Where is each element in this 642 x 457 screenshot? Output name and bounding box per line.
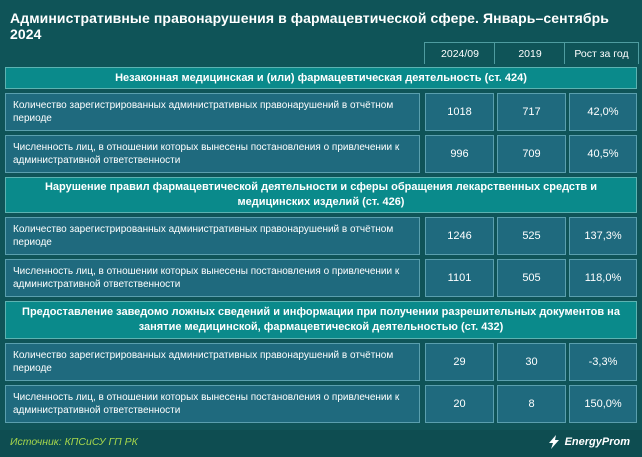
table-header [0,38,642,63]
value-2024: 20 [425,385,494,423]
page-title: Административные правонарушения в фармацевтической сфере. Январь–сентябрь 2024 [10,10,610,42]
value-2024: 996 [425,135,494,173]
table-row [5,259,637,297]
value-2024: 1101 [425,259,494,297]
section-heading-432: Предоставление заведомо ложных сведений и информации при получении разрешительных документов на занятие медицинской, фармацевтической деятельностью (ст. 432) [5,301,637,339]
row-label: Количество зарегистрированных административных правонарушений в отчётном периоде [5,217,420,255]
row-label: Численность лиц, в отношении которых вынесены постановления о привлечении к административной ответственности [5,385,420,423]
value-growth: 137,3% [569,217,637,255]
value-growth: 150,0% [569,385,637,423]
column-header-2019: 2019 [494,42,565,64]
logo-text: EnergyProm [564,436,630,448]
value-growth: -3,3% [569,343,637,381]
row-label: Количество зарегистрированных административных правонарушений в отчётном периоде [5,93,420,131]
section-heading-426: Нарушение правил фармацевтической деятельности и сферы обращения лекарственных средств и медицинских изделий (ст. 426) [5,177,637,213]
value-2019: 30 [497,343,566,381]
energyprom-logo [547,435,630,449]
table-row [5,343,637,381]
value-2019: 709 [497,135,566,173]
value-2019: 505 [497,259,566,297]
energyprom-logo-icon [547,435,561,449]
section-heading-424: Незаконная медицинская и (или) фармацевтическая деятельность (ст. 424) [5,67,637,89]
column-header-growth: Рост за год [564,42,639,64]
source-note: Источник: КПСиСУ ГП РК [10,436,138,448]
data-table [0,38,642,416]
footer [0,430,642,457]
value-2024: 1018 [425,93,494,131]
table-row [5,217,637,255]
table-row [5,135,637,173]
value-2019: 8 [497,385,566,423]
value-2019: 717 [497,93,566,131]
row-label: Численность лиц, в отношении которых вынесены постановления о привлечении к административной ответственности [5,135,420,173]
value-growth: 118,0% [569,259,637,297]
column-header-2024: 2024/09 [424,42,495,64]
row-label: Количество зарегистрированных административных правонарушений в отчётном периоде [5,343,420,381]
value-growth: 40,5% [569,135,637,173]
value-2024: 1246 [425,217,494,255]
table-row [5,385,637,423]
value-2024: 29 [425,343,494,381]
row-label: Численность лиц, в отношении которых вынесены постановления о привлечении к административной ответственности [5,259,420,297]
value-growth: 42,0% [569,93,637,131]
table-row [5,93,637,131]
value-2019: 525 [497,217,566,255]
